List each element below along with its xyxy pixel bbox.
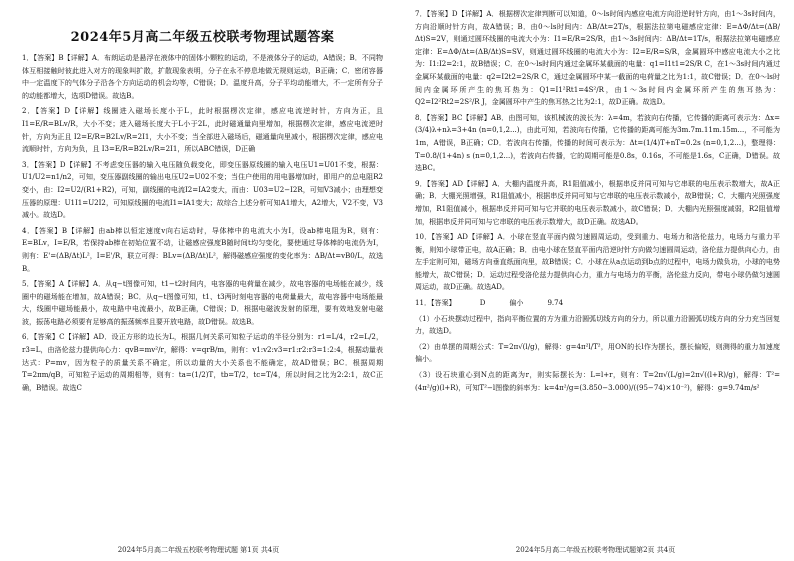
answer-3: 3．【答案】D【详解】不考虑变压器的输入电压随负载变化，即变压器原线圈的输入电压U1=U01不变，根据：U1/U2=n1/n2，可知，变压器副线圈的输出电压U2=U02不变；当住户使用的用电器增加时，即用户的总电阻R2变小，由：I2=U2/(R1+R2)，可知，副线圈的电流I2=IA2变大，而由：U03=U2−I2R，可知V3减小；由理想变压器的原理：U1I1=U2I2，可知原线圈的电流I1=IA1变大；故综合上述分析可知A1增大，A2增大，V2不变，V3减小。故选D。 [22,159,383,220]
answer-11-header [415,297,780,310]
answer-10: 10．【答案】AD【详解】A．小球在竖直平面内做匀速圆周运动，受到重力、电场力和洛伦兹力，电场力与重力平衡，则知小球带正电，故A正确；B．由电小球在竖直平面内沿逆时针方向做匀速圆周运动，洛伦兹力提供向心力，由左手定则可知，磁场方向垂直纸面向里，故B错误；C．小球在从a点运动到b点的过程中，电场力做负功，小球的电势能增大，故C错误；D．运动过程受洛伦兹力提供向心力，重力与电场力的平衡，洛伦兹力反向，带电小球仍做匀速圆周运动，故D正确。故选AD。 [415,232,780,292]
answer-6: 6．【答案】C【详解】AD．设正方形的边长为L，根据几何关系可知粒子运动的半径分别为：r1=L/4，r2=L/2，r3=L，由洛伦兹力提供向心力：qvB=mv²/r，解得：v=qrB/m，则有：v1:v2:v3=r1:r2:r3=1:2:4，根据动量表达式：P=mv，因为粒子的质量关系不确定，所以动量的大小关系也不能确定，故AD错误；BC．根据周期T=2πm/qB，可知粒子运动的周期相等，则有：ta=(1/2)T，tb=T/2，tc=T/4，所以时间之比为2:2:1，故C正确，B错误。故选C [22,332,383,392]
answer-11-option-3: 9.74 [547,298,564,308]
answer-11-part-3: （3）设石块重心到N点的距离为r，则实际摆长为：L=l+r，则有：T=2π√(L/g)=2π√((l+R)/g)，解得：T²=(4π²/g)(l+R)，可知T²−l图像的斜率为：k=4π²/g=(3.850−3.000)/((95−74)×10⁻²)，解得：g=9.74m/s² [415,370,780,392]
answer-11-part-1: （1）小石块摆动过程中，指向平衡位置的方为重力沿圆弧切线方向的分力，所以重力沿圆弧切线方向的分力充当回复力，故选D。 [415,313,780,336]
right-footer: 2024年5月高二年级五校联考物理试题第2页 共4页 [515,546,676,554]
answer-8: 8．【答案】BC【详解】AB．由图可知，该机械波的波长为：λ=4m，若波向右传播，它传播的距离可表示为：Δx=(3/4)λ+nλ=3+4n (n=0,1,2...)，由此可知，若波向右传播，它传播的距离可能为3m.7m.11m.15m...，不可能为1m，A错误，B正确；CD．若波向右传播，传播的时间可表示为：Δt=(1/4)T+nT=0.2s (n=0,1,2...)，整理得：T=0.8/(1+4n) s (n=0,1,2...)，若波向右传播，它的周期可能是0.8s，0.16s，不可能是1.6s，C正确，D错误。故选BC。 [415,112,780,173]
answer-11-option-2: 偏小 [509,298,524,308]
answer-11-option-1: D [479,298,486,308]
answer-2: 2．【答案】D【详解】线圈进入磁场长度小于L，此时根据楞次定律，感应电流逆时针，方向为正，且 I1=E/R=BLv/R，大小不变；进入磁场长度大于L小于2L，此时磁通量向里增加，根据楞次定律，感应电流逆时针，方向为正且 I2=E/R=B2Lv/R=2I1，大小不变；当全部进入磁场后，磁通量向里减小，根据楞次定律，感应电流顺时针，方向为负，且 I3=E/R=B2Lv/R=2I1，所以ABC错误，D正确 [22,106,383,154]
answer-9: 9．【答案】AD【详解】A．大棚内温度升高，R1阻值减小，根据串反并同可知与它串联的电压表示数增大，故A正确；B．大棚光照增强，R1阻值减小，根据串反并同可知与它串联的电压表示数减小，故B错误；C．大棚内光照强度增加，R1阻值减小，根据串反并同可知与它并联的电压表示数减小，故C错误；D．大棚内光照强度减弱，R2阻值增加，根据串反并同可知与它串联的电压表示数增大，故D正确。故选AD。 [415,178,780,226]
answer-4: 4．【答案】B【详解】由ab棒以恒定速度v向右运动时，导体棒中的电流大小为I，设ab棒电阻为R，则有：E=BLv，I=E/R，若保持ab棒在初始位置不动，让磁感应强度B随时间t均匀变化，要使通过导体棒的电流仍为I，则有：E'=(ΔB/Δt)L²，I=E'/R，联立可得：BLv=(ΔB/Δt)L²，解得磁感应强度的变化率为：ΔB/Δt=vB0/L，故选B。 [22,225,383,273]
left-footer: 2024年5月高二年级五校联考物理试题 第1页 共4页 [117,546,280,554]
answer-5: 5．【答案】A【详解】A．从q−t图像可知，t1−t2时间内，电容器的电荷量在减少，故电容器的电场能在减少，线圈中的磁场能在增加，故A错误；BC．从q−t图像可知，t1、t3两时刻电容器的电荷量最大，故电容器中电场能最大，线圈中磁场能最小，故电路中电流最小，故B正确，C错误；D．根据电磁波发射的原理，要有效地发射电磁波，振荡电路必须要有足够高的振荡频率且要开放电路，故D错误。故选B。 [22,279,383,326]
right-page [397,0,794,561]
answer-1: 1．【答案】B【详解】A．布朗运动是悬浮在液体中的固体小颗粒的运动，不是液体分子的运动，A错误；B．不同物体互相接触时彼此进入对方的现象叫扩散，扩散现象表明，分子在永不停息地做无规则运动，B正确；C．密闭容器中一定温度下的气体分子沿各个方向运动的机会均等，C错误；D．温度升高，分子平均动能增大，不一定所有分子的动能都增大，选项D错误。故选B。 [22,53,383,100]
answer-7: 7．【答案】D【详解】A．根据楞次定律判断可以知道，0～ls时间内感应电流方向沿逆时针方向，由1～3s时间内，方向沿顺时针方向，故A错误；B．由0～ls时间内：ΔB/Δt=2T/s，根据法拉第电磁感应定律：E=ΔΦ/Δt=(ΔB/Δt)S=2V，则通过圆环线圈的电流大小为：I1=E/R=2S/R，由1～3s时间内：ΔB/Δt=1T/s，根据法拉第电磁感应定律：E=ΔΦ/Δt=(ΔB/Δt)S=SV，则通过圆环线圈的电流大小为：I2=E/R=S/R，金属圆环中感应电流大小之比为：I1:I2=2:1，故B错误；C．在0～ls时间内通过金属环某截面的电量：q1=I1t1=2S/R C，在1～3s时间内通过金属环某截面的电量：q2=I2t2=2S/R C，通过金属圆环中某一截面的电荷量之比为1:1，故C错误；D．在0～ls时间内金属环所产生的焦耳热为：Q1=I1²Rt1=4S²/R，由1～3s时间内金属环所产生的焦耳热为：Q2=I2²Rt2=2S²/R J，金属圆环中产生的焦耳热之比为2:1，故D正确。故选D。 [415,9,780,107]
answer-11-label: 11．【答案】 [415,298,456,308]
document-title: 2024年5月高二年级五校联考物理试题答案 [70,30,335,45]
answer-11-part-2: （2）由单摆的周期公式：T=2π√(l/g)，解得：g=4π²l/T²，用ON的长l作为摆长，摆长偏短，则测得的重力加速度偏小。 [415,341,780,364]
